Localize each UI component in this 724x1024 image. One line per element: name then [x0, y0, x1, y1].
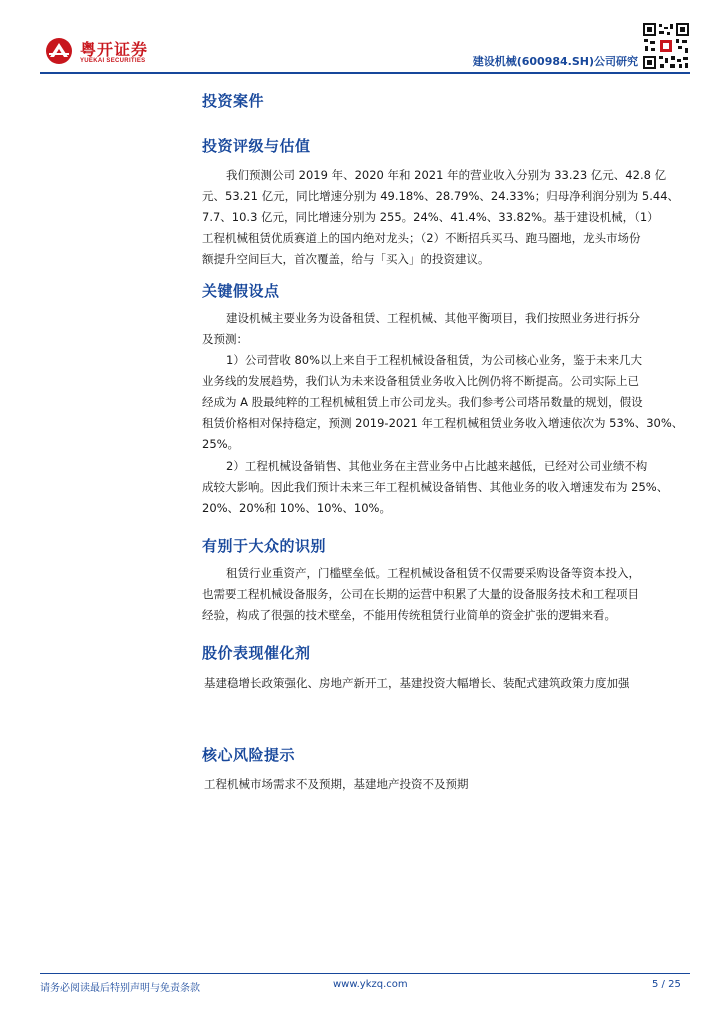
- company-logo: [44, 36, 174, 70]
- text-line: 业务线的发展趋势，我们认为未来设备租赁业务收入比例仍将不断提高。公司实际上已: [202, 374, 639, 388]
- text-line: 额提升空间巨大，首次覆盖，给与「买入」的投资建议。: [202, 252, 490, 266]
- text-line: 20%、20%和 10%、10%、10%。: [202, 501, 391, 515]
- catalysts-paragraph: [204, 673, 696, 694]
- text-line: 也需要工程机械设备服务，公司在长期的运营中积累了大量的设备服务技术和工程项目: [202, 587, 639, 601]
- assumptions-paragraph-3: [202, 456, 694, 519]
- text-line: 25%。: [202, 437, 240, 451]
- text-line: 基建稳增长政策强化、房地产新开工，基建投资大幅增长、装配式建筑政策力度加强: [204, 676, 630, 690]
- rating-paragraph: [202, 165, 694, 270]
- risks-paragraph: [204, 774, 696, 795]
- text-line: 工程机械市场需求不及预期，基建地产投资不及预期: [204, 777, 469, 791]
- logo-english-name: YUEKAI SECURITIES: [80, 58, 146, 64]
- report-title: 建设机械(600984.SH)公司研究: [472, 55, 638, 68]
- text-line: 及预测：: [202, 332, 248, 346]
- text-line: 建设机械主要业务为设备租赁、工程机械、其他平衡项目，我们按照业务进行拆分: [226, 311, 640, 325]
- differentiated-view-paragraph: [202, 563, 694, 626]
- text-line: 1）公司营收 80%以上来自于工程机械设备租赁，为公司核心业务，鉴于未来几大: [226, 353, 643, 367]
- text-line: 租赁行业重资产，门槛壁垒低。工程机械设备租赁不仅需要采购设备等资本投入，: [226, 566, 640, 580]
- logo-chinese-name: 粤开证券: [80, 40, 149, 59]
- text-line: 7.7、10.3 亿元，同比增速分别为 255。24%、41.4%、33.82%。基于建设机械，（1）: [202, 210, 659, 224]
- section-title-risks: 核心风险提示: [202, 746, 296, 764]
- section-title-assumptions: 关键假设点: [202, 282, 280, 300]
- yuekai-logo-icon: [44, 36, 74, 66]
- text-line: 租赁价格相对保持稳定，预测 2019-2021 年工程机械租赁业务收入增速依次为 53%、30%、: [202, 416, 684, 430]
- header-divider: [40, 72, 690, 74]
- text-line: 元、53.21 亿元，同比增速分别为 49.18%、28.79%、24.33%；归母净利润分别为 5.44、: [202, 189, 680, 203]
- text-line: 工程机械租赁优质赛道上的国内绝对龙头；（2）不断招兵买马、跑马圈地，龙头市场份: [202, 231, 641, 245]
- footer-disclaimer: 请务必阅读最后特别声明与免责条款: [40, 983, 200, 994]
- page-header: [0, 0, 724, 80]
- text-line: 2）工程机械设备销售、其他业务在主营业务中占比越来越低，已经对公司业绩不构: [226, 459, 648, 473]
- section-title-investment-case: 投资案件: [202, 92, 265, 110]
- text-line: 经验，构成了很强的技术壁垒，不能用传统租赁行业简单的资金扩张的逻辑来看。: [202, 608, 616, 622]
- section-title-differentiated-view: 有别于大众的识别: [202, 537, 327, 555]
- text-line: 我们预测公司 2019 年、2020 年和 2021 年的营业收入分别为 33.23 亿元、42.8 亿: [226, 168, 667, 182]
- qr-code-icon: [642, 22, 690, 70]
- assumptions-paragraph-2: [202, 350, 694, 455]
- footer-website-link[interactable]: www.ykzq.com: [333, 979, 408, 990]
- page-number: 5 / 25: [652, 979, 681, 990]
- text-line: 成较大影响。因此我们预计未来三年工程机械设备销售、其他业务的收入增速发布为 25%、: [202, 480, 669, 494]
- text-line: 经成为 A 股最纯粹的工程机械租赁上市公司龙头。我们参考公司塔吊数量的规划，假设: [202, 395, 643, 409]
- footer-divider: [40, 973, 690, 974]
- section-title-catalysts: 股价表现催化剂: [202, 644, 311, 662]
- section-title-rating: 投资评级与估值: [202, 137, 311, 155]
- assumptions-paragraph-1: [202, 308, 694, 350]
